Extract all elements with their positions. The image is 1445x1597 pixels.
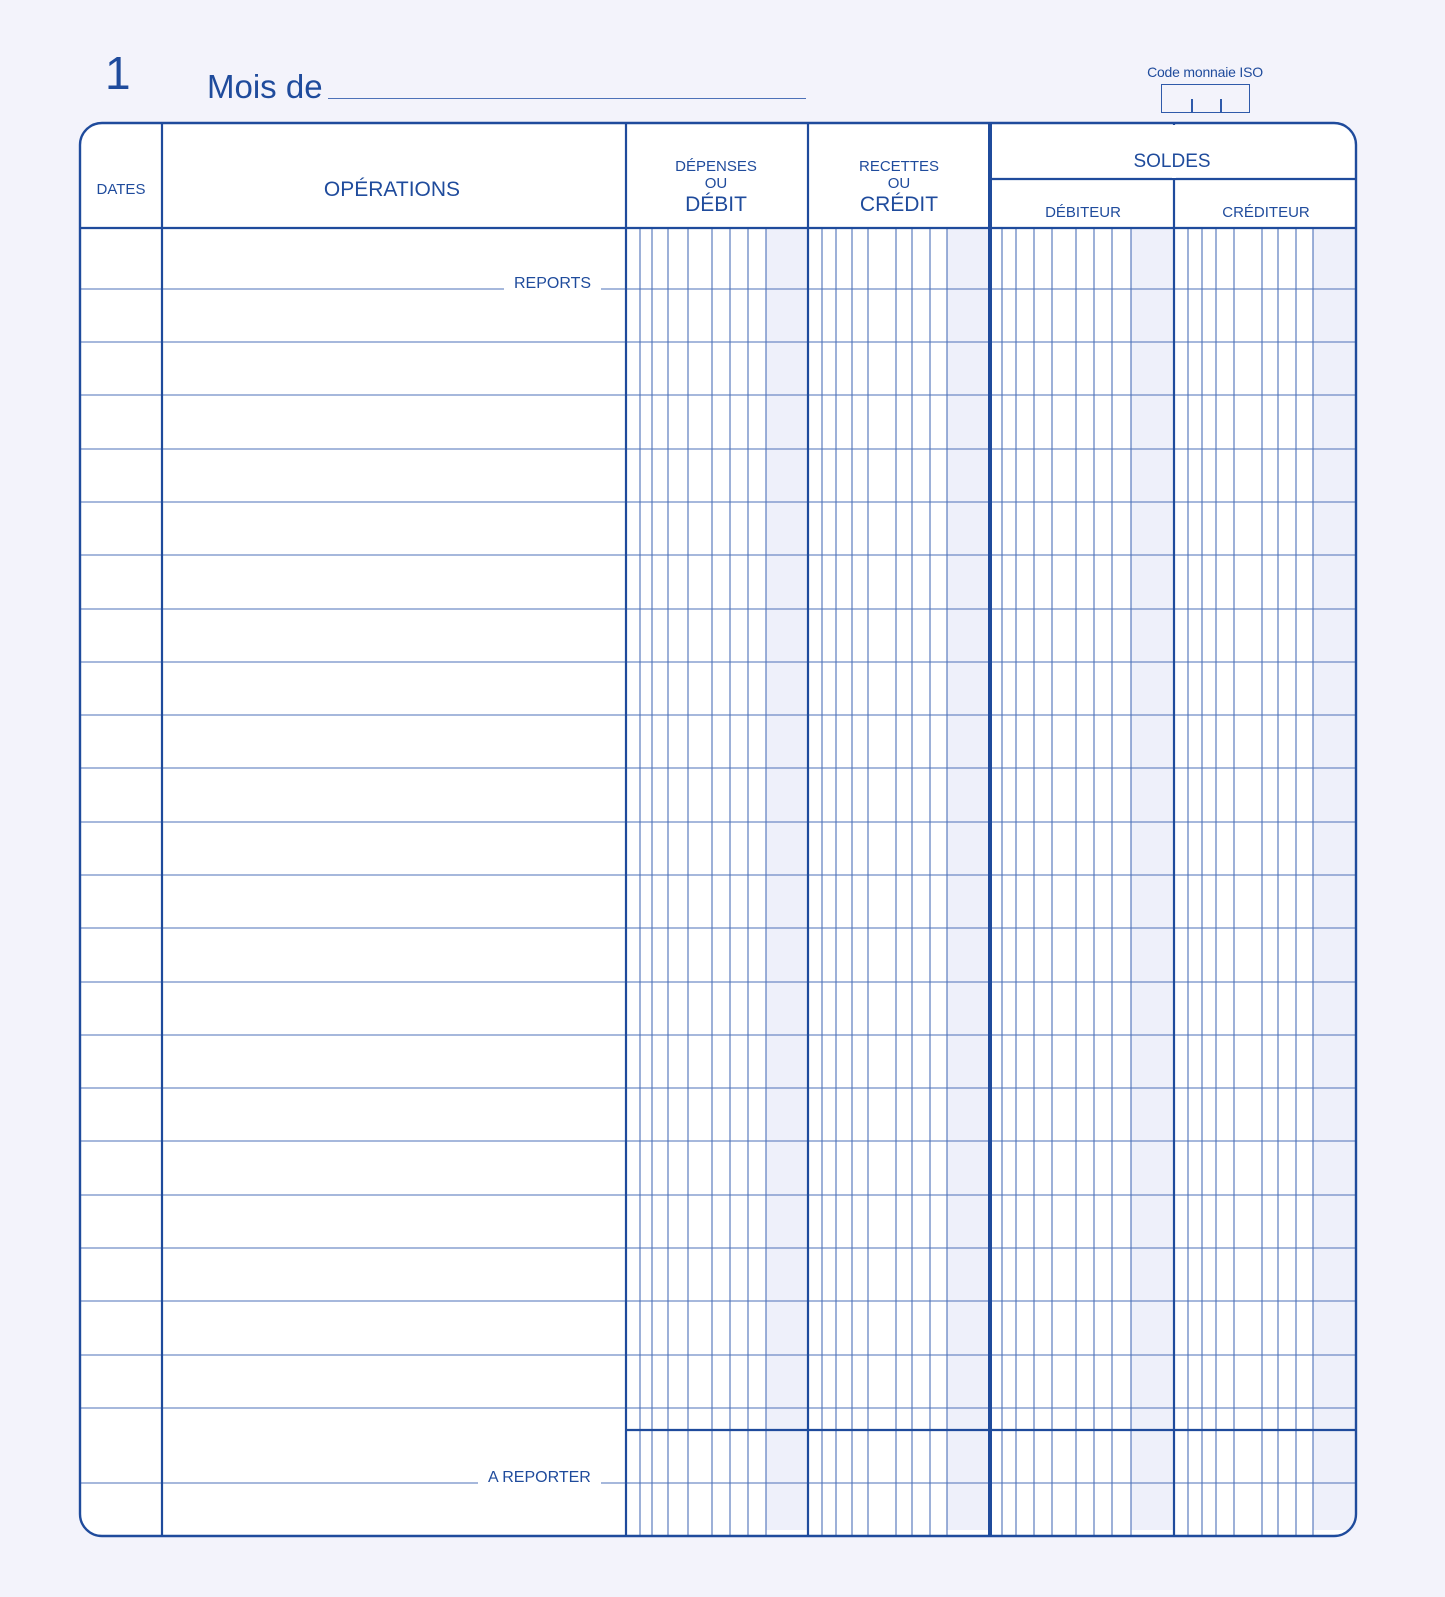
credit-header-line2: OU [887,175,911,193]
dates-header: DATES [96,181,146,198]
crediteur-header: CRÉDITEUR [1222,204,1310,221]
debit-header-line1: DÉPENSES [675,158,757,175]
cents-band [766,228,808,1530]
cents-band [947,228,990,1530]
operations-header: OPÉRATIONS [323,178,461,201]
credit-header [808,158,990,217]
debiteur-header: DÉBITEUR [1045,204,1121,221]
debit-header-line3: DÉBIT [685,192,747,216]
credit-header-line3: CRÉDIT [859,192,939,216]
cents-band [1131,228,1174,1530]
cents-band [1313,228,1356,1530]
page-number: 1 [105,47,131,99]
reports-label: REPORTS [504,275,601,293]
debit-header [626,158,806,217]
a-reporter-label: A REPORTER [478,1469,601,1487]
credit-header-line1: RECETTES [858,158,939,175]
month-label: Mois de [207,68,323,105]
soldes-header: SOLDES [1133,151,1211,172]
debit-header-line2: OU [704,175,728,193]
iso-code-label: Code monnaie ISO [1147,64,1263,80]
